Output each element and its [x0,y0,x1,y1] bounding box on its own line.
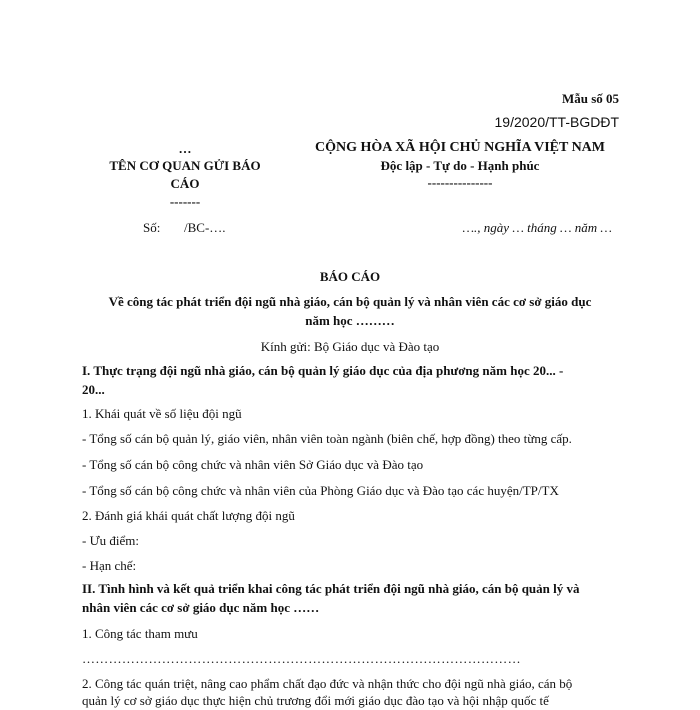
report-title: BÁO CÁO [319,269,381,284]
date-line: …., ngày … tháng … năm … [462,220,612,235]
agency-top: … [178,141,192,156]
section-1-heading-continued: 20... [82,382,105,397]
advantages-label: - Ưu điểm: [82,533,140,548]
section-2-heading-continued: nhân viên các cơ sở giáo dục năm học …… [82,600,320,615]
item-2-1-heading: 1. Công tác tham mưu [82,626,198,641]
bullet-total-staff: - Tổng số cán bộ quản lý, giáo viên, nhân viên toàn ngành (biên chế, hợp đồng) theo từng cấp. [82,431,572,446]
report-subtitle-continued: năm học ……… [305,313,395,328]
motto: Độc lập - Tự do - Hạnh phúc [380,158,540,173]
item-1-heading: 1. Khái quát về số liệu đội ngũ [82,406,242,421]
dotted-fill-line: ……………………………………………………………………………………… [82,651,521,666]
agency-name-continued: CÁO [170,176,200,191]
item-2-2-heading: 2. Công tác quán triệt, nâng cao phẩm chất đạo đức và nhận thức cho đội ngũ nhà giáo, cán bộ [82,676,573,691]
item-2-heading: 2. Đánh giá khái quát chất lượng đội ngũ [82,508,295,523]
agency-name: TÊN CƠ QUAN GỬI BÁO [109,158,261,173]
report-subtitle: Về công tác phát triển đội ngũ nhà giáo, cán bộ quản lý và nhân viên các cơ sở giáo dục [108,294,592,309]
bullet-department-staff: - Tổng số cán bộ công chức và nhân viên Sở Giáo dục và Đào tạo [82,457,424,472]
limitations-label: - Hạn chế: [82,558,137,573]
form-number: Mẫu số 05 [561,91,619,106]
section-2-heading: II. Tình hình và kết quả triển khai công tác phát triển đội ngũ nhà giáo, cán bộ quản lý và [82,581,580,596]
motto-rule: --------------- [427,175,493,190]
recipient: Kính gửi: Bộ Giáo dục và Đào tạo [260,339,440,354]
circular-reference: 19/2020/TT-BGDĐT [494,114,619,130]
number-value: /BC-…. [184,220,226,235]
section-1-heading: I. Thực trạng đội ngũ nhà giáo, cán bộ quản lý giáo dục của địa phương năm học 20... - [82,363,564,378]
nation-title: CỘNG HÒA XÃ HỘI CHỦ NGHĨA VIỆT NAM [314,140,605,155]
item-2-2-heading-continued: quản lý cơ sở giáo dục thực hiện chủ trương đổi mới giáo dục đào tạo và hội nhập quốc tế [82,693,549,708]
bullet-district-staff: - Tổng số cán bộ công chức và nhân viên của Phòng Giáo dục và Đào tạo các huyện/TP/TX [82,483,559,498]
agency-rule: ------- [169,194,201,209]
number-label: Số: [143,220,161,235]
